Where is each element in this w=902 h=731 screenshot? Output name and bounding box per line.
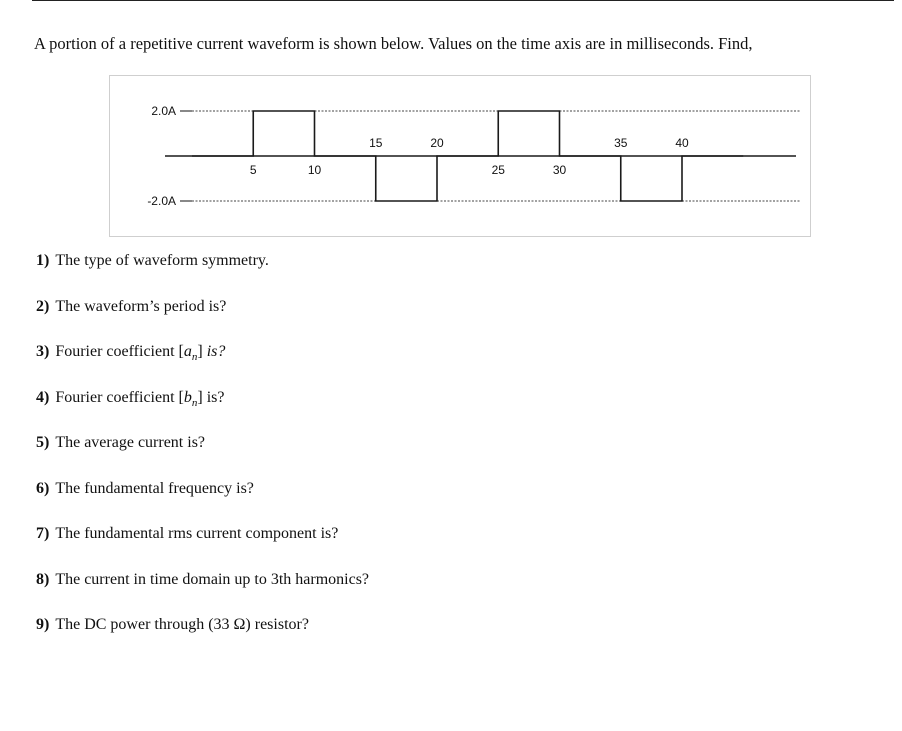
coefficient-subscript: n: [191, 396, 198, 409]
question-number: 2): [36, 297, 50, 315]
question-text: The DC power through (33 Ω) resistor?: [55, 616, 309, 633]
question-text: ]: [197, 343, 207, 360]
question-text: Fourier coefficient [: [55, 388, 184, 406]
question-text: is?: [206, 343, 226, 360]
x-tick-label: 10: [307, 163, 322, 177]
intro-text: A portion of a repetitive current waveform is shown below. Values on the time axis are in milliseconds. Find,: [34, 34, 753, 53]
coefficient-subscript: n: [191, 351, 198, 364]
x-tick-label: 15: [369, 136, 383, 150]
waveform-chart: [110, 76, 810, 236]
question-number: 9): [36, 616, 50, 633]
y-tick-label: -2.0A: [147, 194, 176, 208]
question-item: [36, 616, 369, 662]
question-number: 6): [36, 479, 50, 497]
x-tick-label: 30: [552, 163, 567, 177]
top-rule: [32, 0, 894, 1]
question-text: The waveform’s period is?: [55, 297, 227, 315]
question-text: The average current is?: [55, 434, 206, 451]
question-number: 3): [36, 343, 50, 360]
question-item: [36, 571, 369, 617]
question-text: Fourier coefficient [: [55, 343, 184, 360]
question-text: The current in time domain up to 3th harmonics?: [55, 570, 370, 588]
question-item: [36, 298, 369, 344]
question-number: 1): [36, 252, 50, 269]
waveform-figure: [109, 75, 811, 237]
question-text: The type of waveform symmetry.: [55, 252, 269, 269]
question-item: [36, 525, 369, 571]
y-tick-label: 2.0A: [151, 104, 176, 118]
question-item: [36, 434, 369, 480]
question-text: ] is?: [197, 388, 225, 406]
question-number: 7): [36, 525, 50, 542]
question-number: 8): [36, 570, 50, 588]
question-item: [36, 480, 369, 526]
question-number: 4): [36, 388, 50, 406]
question-item: [36, 389, 369, 435]
x-tick-label: 25: [491, 163, 505, 177]
question-list: [36, 252, 369, 662]
question-item: [36, 343, 369, 389]
x-tick-label: 5: [249, 163, 257, 177]
question-text: The fundamental rms current component is?: [55, 525, 339, 542]
x-tick-label: 35: [614, 136, 628, 150]
question-number: 5): [36, 434, 50, 451]
question-text: The fundamental frequency is?: [55, 479, 254, 497]
x-tick-label: 20: [430, 136, 444, 150]
coefficient-symbol: b: [183, 388, 192, 406]
question-item: [36, 252, 369, 298]
coefficient-symbol: a: [183, 343, 192, 360]
x-tick-label: 40: [675, 136, 689, 150]
